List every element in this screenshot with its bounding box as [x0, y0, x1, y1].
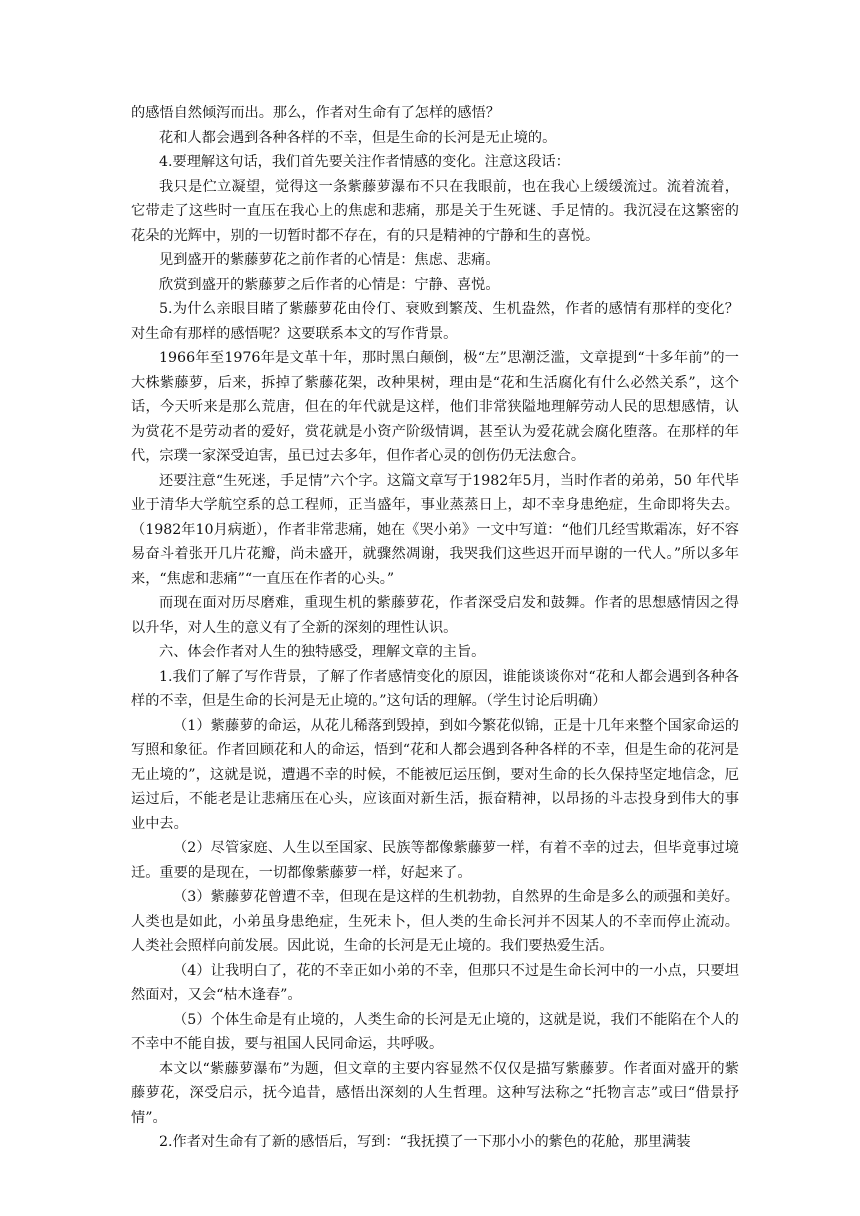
paragraph-mood-before: 见到盛开的紫藤萝花之前作者的心情是：焦虑、悲痛。	[159, 252, 500, 268]
paragraph-question-2: 2.作者对生命有了新的感悟后，写到：“我抚摸了一下那小小的紫色的花舱，那里满装	[159, 1134, 691, 1150]
paragraph-mood-after: 欣赏到盛开的紫藤萝之后作者的心情是：宁静、喜悦。	[159, 276, 500, 293]
paragraph-continuation: 的感悟自然倾泻而出。那么，作者对生命有了怎样的感悟？	[131, 105, 500, 121]
paragraph-background-2: 还要注意“生死迷，手足情”六个字。这篇文章写于1982年5月，当时作者的弟弟，50 年代毕业于清华大学航空系的总工程师，正当盛年，事业蒸蒸日上，却不幸身患绝症，生命即将失去。（1982年10月病逝），作者非常悲痛，她在《哭小弟》一文中写道：“他们几经雪欺霜冻，好不容易奋斗着张开几片花瓣，尚未盛开，就骤然凋谢，我哭我们这些迟开而早谢的一代人。”所以多年来，“焦虑和悲痛”“一直压在作者的心头。”	[131, 472, 739, 587]
document-page	[131, 101, 739, 1155]
paragraph-question-1: 1.我们了解了写作背景，了解了作者感情变化的原因，谁能谈谈你对“花和人都会遇到各种各样的不幸，但是生命的长河是无止境的。”这句话的理解。（学生讨论后明确）	[131, 668, 739, 709]
paragraph-question-4: 4.要理解这句话，我们首先要关注作者情感的变化。注意这段话：	[159, 154, 570, 170]
paragraph-point-5: （5）个体生命是有止境的，人类生命的长河是无止境的，这就是说，我们不能陷在个人的不幸中不能自拔，要与祖国人民同命运，共呼吸。	[131, 1011, 739, 1052]
paragraph-background-1: 1966年至1976年是文革十年，那时黑白颠倒，极“左”思潮泛滥，文章提到“十多年前”的一大株紫藤萝，后来，拆掉了紫藤花架，改种果树，理由是“花和生活腐化有什么必然关系”，这个话，今天听来是那么荒唐，但在的年代就是这样，他们非常狭隘地理解劳动人民的思想感情，认为赏花不是劳动者的爱好，赏花就是小资产阶级情调，甚至认为爱花就会腐化堕落。在那样的年代，宗璞一家深受迫害，虽已过去多年，但作者心灵的创伤仍无法愈合。	[131, 350, 739, 464]
section-heading-6: 六、体会作者对人生的独特感受，理解文章的主旨。	[159, 644, 486, 660]
paragraph-point-2: （2）尽管家庭、人生以至国家、民族等都像紫藤萝一样，有着不幸的过去，但毕竟事过境迁。重要的是现在，一切都像紫藤萝一样，好起来了。	[131, 840, 739, 881]
paragraph-question-5: 5.为什么亲眼目睹了紫藤萝花由伶仃、衰败到繁茂、生机盎然，作者的感情有那样的变化？对生命有那样的感悟呢？这要联系本文的写作背景。	[131, 301, 739, 342]
paragraph-answer: 花和人都会遇到各种各样的不幸，但是生命的长河是无止境的。	[159, 129, 557, 146]
paragraph-point-1: （1）紫藤萝的命运，从花儿稀落到毁掉，到如今繁花似锦，正是十几年来整个国家命运的写照和象征。作者回顾花和人的命运，悟到“花和人都会遇到各种各样的不幸，但是生命的花河是无止境的”，这就是说，遭遇不幸的时候，不能被厄运压倒，要对生命的长久保持坚定地信念，厄运过后，不能老是让悲痛压在心头，应该面对新生活，振奋精神，以昂扬的斗志投身到伟大的事业中去。	[131, 717, 739, 832]
paragraph-background-3: 而现在面对历尽磨难，重现生机的紫藤萝花，作者深受启发和鼓舞。作者的思想感情因之得以升华，对人生的意义有了全新的深刻的理性认识。	[131, 595, 739, 636]
paragraph-quote: 我只是伫立凝望，觉得这一条紫藤萝瀑布不只在我眼前，也在我心上缓缓流过。流着流着，它带走了这些时一直压在我心上的焦虑和悲痛，那是关于生死谜、手足情的。我沉浸在这繁密的花朵的光辉中，别的一切暂时都不存在，有的只是精神的宁静和生的喜悦。	[131, 178, 739, 244]
paragraph-point-4: （4）让我明白了，花的不幸正如小弟的不幸，但那只不过是生命长河中的一小点，只要坦然面对，又会“枯木逢春”。	[131, 962, 739, 1003]
paragraph-summary: 本文以“紫藤萝瀑布”为题，但文章的主要内容显然不仅仅是描写紫藤萝。作者面对盛开的紫藤萝花，深受启示，抚今追昔，感悟出深刻的人生哲理。这种写法称之“托物言志”或曰“借景抒情”。	[131, 1060, 739, 1126]
paragraph-point-3: （3）紫藤萝花曾遭不幸，但现在是这样的生机勃勃，自然界的生命是多么的顽强和美好。人类也是如此，小弟虽身患绝症，生死未卜，但人类的生命长河并不因某人的不幸而停止流动。人类社会照样向前发展。因此说，生命的长河是无止境的。我们要热爱生活。	[131, 889, 739, 954]
